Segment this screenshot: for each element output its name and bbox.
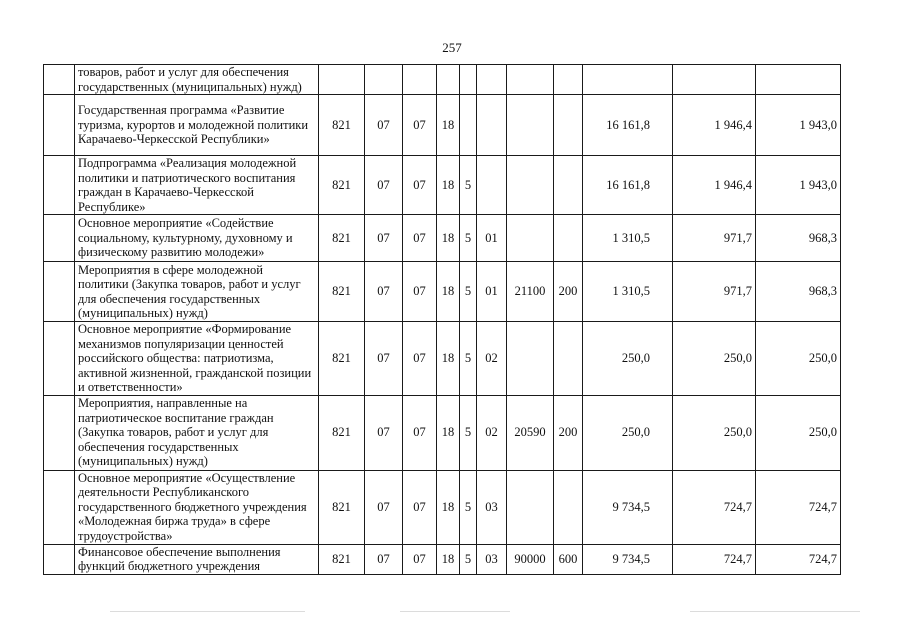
subsection-code-cell: 07 bbox=[403, 95, 437, 156]
sum-year-1-cell: 16 161,8 bbox=[583, 95, 673, 156]
expense-type-cell bbox=[554, 322, 583, 396]
section-code-cell bbox=[365, 65, 403, 95]
direction-code-cell: 20590 bbox=[507, 395, 554, 470]
table-row bbox=[44, 156, 841, 215]
program-code-cell: 18 bbox=[437, 156, 460, 215]
event-code-cell bbox=[477, 156, 507, 215]
row-number-cell bbox=[44, 395, 75, 470]
expense-type-cell bbox=[554, 65, 583, 95]
subsection-code-cell: 07 bbox=[403, 322, 437, 396]
subprogram-code-cell: 5 bbox=[460, 156, 477, 215]
sum-year-3-cell: 968,3 bbox=[756, 262, 841, 322]
sum-year-1-cell: 1 310,5 bbox=[583, 215, 673, 262]
direction-code-cell bbox=[507, 95, 554, 156]
subprogram-code-cell: 5 bbox=[460, 544, 477, 574]
direction-code-cell bbox=[507, 65, 554, 95]
sum-year-1-cell: 250,0 bbox=[583, 322, 673, 396]
ministry-code-cell: 821 bbox=[319, 322, 365, 396]
subprogram-code-cell: 5 bbox=[460, 215, 477, 262]
program-code-cell: 18 bbox=[437, 544, 460, 574]
expense-type-cell bbox=[554, 156, 583, 215]
expense-type-cell bbox=[554, 470, 583, 544]
sum-year-2-cell: 250,0 bbox=[673, 322, 756, 396]
subprogram-code-cell: 5 bbox=[460, 322, 477, 396]
row-number-cell bbox=[44, 470, 75, 544]
sum-year-2-cell: 971,7 bbox=[673, 215, 756, 262]
sum-year-2-cell: 1 946,4 bbox=[673, 95, 756, 156]
section-code-cell: 07 bbox=[365, 215, 403, 262]
subsection-code-cell: 07 bbox=[403, 156, 437, 215]
row-number-cell bbox=[44, 322, 75, 396]
expense-type-cell: 200 bbox=[554, 262, 583, 322]
sum-year-3-cell: 724,7 bbox=[756, 470, 841, 544]
program-code-cell bbox=[437, 65, 460, 95]
ministry-code-cell: 821 bbox=[319, 470, 365, 544]
subprogram-code-cell: 5 bbox=[460, 395, 477, 470]
program-code-cell: 18 bbox=[437, 262, 460, 322]
ministry-code-cell: 821 bbox=[319, 95, 365, 156]
row-number-cell bbox=[44, 95, 75, 156]
subsection-code-cell: 07 bbox=[403, 395, 437, 470]
expense-type-cell: 200 bbox=[554, 395, 583, 470]
subsection-code-cell: 07 bbox=[403, 470, 437, 544]
section-code-cell: 07 bbox=[365, 322, 403, 396]
table-row bbox=[44, 65, 841, 95]
program-code-cell: 18 bbox=[437, 322, 460, 396]
section-code-cell: 07 bbox=[365, 262, 403, 322]
table-body bbox=[44, 65, 841, 575]
description-cell: Основное мероприятие «Содействие социальному, культурному, духовному и физическому развитию молодежи» bbox=[75, 215, 319, 262]
subsection-code-cell bbox=[403, 65, 437, 95]
row-number-cell bbox=[44, 65, 75, 95]
section-code-cell: 07 bbox=[365, 395, 403, 470]
program-code-cell: 18 bbox=[437, 470, 460, 544]
expense-type-cell: 600 bbox=[554, 544, 583, 574]
ministry-code-cell bbox=[319, 65, 365, 95]
scan-artifact bbox=[110, 611, 305, 612]
description-cell: Основное мероприятие «Осуществление деятельности Республиканского государственного бюджетного учреждения «Молодежная биржа труда» в сфере трудоустройства» bbox=[75, 470, 319, 544]
event-code-cell bbox=[477, 65, 507, 95]
sum-year-1-cell bbox=[583, 65, 673, 95]
section-code-cell: 07 bbox=[365, 95, 403, 156]
subprogram-code-cell: 5 bbox=[460, 262, 477, 322]
description-cell: Мероприятия, направленные на патриотическое воспитание граждан (Закупка товаров, работ и услуг для обеспечения государственных (муниципальных) нужд) bbox=[75, 395, 319, 470]
ministry-code-cell: 821 bbox=[319, 544, 365, 574]
sum-year-3-cell: 724,7 bbox=[756, 544, 841, 574]
program-code-cell: 18 bbox=[437, 95, 460, 156]
page-number: 257 bbox=[442, 40, 462, 55]
direction-code-cell bbox=[507, 322, 554, 396]
table-row bbox=[44, 262, 841, 322]
description-cell: Финансовое обеспечение выполнения функций бюджетного учреждения bbox=[75, 544, 319, 574]
sum-year-3-cell: 250,0 bbox=[756, 395, 841, 470]
row-number-cell bbox=[44, 215, 75, 262]
sum-year-3-cell bbox=[756, 65, 841, 95]
subprogram-code-cell bbox=[460, 95, 477, 156]
sum-year-2-cell: 1 946,4 bbox=[673, 156, 756, 215]
budget-table bbox=[43, 64, 841, 575]
sum-year-1-cell: 9 734,5 bbox=[583, 544, 673, 574]
sum-year-3-cell: 1 943,0 bbox=[756, 95, 841, 156]
sum-year-3-cell: 1 943,0 bbox=[756, 156, 841, 215]
event-code-cell: 03 bbox=[477, 470, 507, 544]
subsection-code-cell: 07 bbox=[403, 544, 437, 574]
table-row bbox=[44, 322, 841, 396]
sum-year-2-cell: 724,7 bbox=[673, 544, 756, 574]
event-code-cell: 01 bbox=[477, 262, 507, 322]
table-row bbox=[44, 215, 841, 262]
sum-year-1-cell: 1 310,5 bbox=[583, 262, 673, 322]
scan-artifact bbox=[400, 611, 510, 612]
sum-year-2-cell: 250,0 bbox=[673, 395, 756, 470]
subsection-code-cell: 07 bbox=[403, 215, 437, 262]
subsection-code-cell: 07 bbox=[403, 262, 437, 322]
event-code-cell bbox=[477, 95, 507, 156]
table-row bbox=[44, 544, 841, 574]
section-code-cell: 07 bbox=[365, 544, 403, 574]
direction-code-cell bbox=[507, 156, 554, 215]
section-code-cell: 07 bbox=[365, 156, 403, 215]
sum-year-2-cell: 724,7 bbox=[673, 470, 756, 544]
description-cell: товаров, работ и услуг для обеспечения государственных (муниципальных) нужд) bbox=[75, 65, 319, 95]
ministry-code-cell: 821 bbox=[319, 156, 365, 215]
program-code-cell: 18 bbox=[437, 215, 460, 262]
row-number-cell bbox=[44, 544, 75, 574]
sum-year-3-cell: 968,3 bbox=[756, 215, 841, 262]
sum-year-1-cell: 9 734,5 bbox=[583, 470, 673, 544]
sum-year-2-cell bbox=[673, 65, 756, 95]
description-cell: Мероприятия в сфере молодежной политики (Закупка товаров, работ и услуг для обеспечения государственных (муниципальных) нужд) bbox=[75, 262, 319, 322]
direction-code-cell bbox=[507, 215, 554, 262]
direction-code-cell bbox=[507, 470, 554, 544]
sum-year-3-cell: 250,0 bbox=[756, 322, 841, 396]
event-code-cell: 02 bbox=[477, 395, 507, 470]
direction-code-cell: 21100 bbox=[507, 262, 554, 322]
subprogram-code-cell: 5 bbox=[460, 470, 477, 544]
event-code-cell: 01 bbox=[477, 215, 507, 262]
description-cell: Основное мероприятие «Формирование механизмов популяризации ценностей российского общества: патриотизма, активной жизненной, гражданской позиции и ответственности» bbox=[75, 322, 319, 396]
sum-year-1-cell: 250,0 bbox=[583, 395, 673, 470]
expense-type-cell bbox=[554, 95, 583, 156]
event-code-cell: 03 bbox=[477, 544, 507, 574]
direction-code-cell: 90000 bbox=[507, 544, 554, 574]
ministry-code-cell: 821 bbox=[319, 395, 365, 470]
row-number-cell bbox=[44, 156, 75, 215]
subprogram-code-cell bbox=[460, 65, 477, 95]
table-row bbox=[44, 95, 841, 156]
section-code-cell: 07 bbox=[365, 470, 403, 544]
ministry-code-cell: 821 bbox=[319, 262, 365, 322]
table-row bbox=[44, 470, 841, 544]
sum-year-1-cell: 16 161,8 bbox=[583, 156, 673, 215]
description-cell: Подпрограмма «Реализация молодежной политики и патриотического воспитания граждан в Карачаево-Черкесской Республике» bbox=[75, 156, 319, 215]
row-number-cell bbox=[44, 262, 75, 322]
scan-artifact bbox=[690, 611, 860, 612]
program-code-cell: 18 bbox=[437, 395, 460, 470]
expense-type-cell bbox=[554, 215, 583, 262]
description-cell: Государственная программа «Развитие туризма, курортов и молодежной политики Карачаево-Черкесской Республики» bbox=[75, 95, 319, 156]
event-code-cell: 02 bbox=[477, 322, 507, 396]
sum-year-2-cell: 971,7 bbox=[673, 262, 756, 322]
table-row bbox=[44, 395, 841, 470]
ministry-code-cell: 821 bbox=[319, 215, 365, 262]
